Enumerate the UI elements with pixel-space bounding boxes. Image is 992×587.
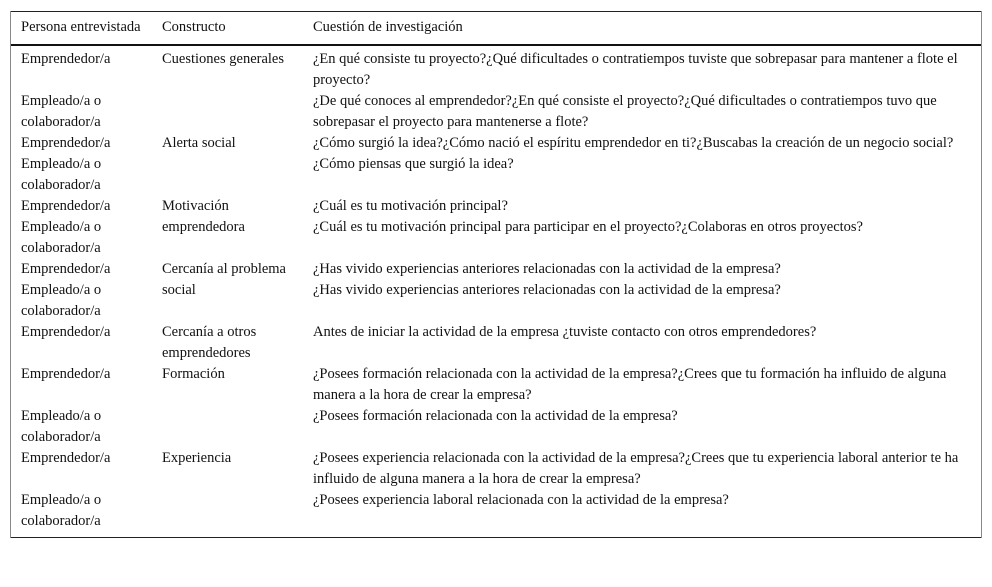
cell-cuestion: ¿Cuál es tu motivación principal? (313, 198, 508, 214)
cell-persona: Emprendedor/a (21, 135, 111, 151)
table-row (11, 448, 981, 490)
table-row (11, 133, 981, 154)
cell-persona: Empleado/a o colaborador/a (21, 282, 102, 319)
cell-cuestion: ¿Cuál es tu motivación principal para participar en el proyecto?¿Colaboras en otros proyectos? (313, 219, 863, 235)
table-row (11, 154, 981, 196)
table-row (11, 196, 981, 217)
cell-constructo: Cuestiones generales (162, 51, 285, 67)
research-questions-table (11, 11, 981, 538)
cell-cuestion: ¿Cómo surgió la idea?¿Cómo nació el espíritu emprendedor en ti?¿Buscabas la creación de un negocio social? (313, 135, 954, 151)
cell-persona: Empleado/a o colaborador/a (21, 492, 102, 529)
table-row (11, 322, 981, 364)
research-table-container (10, 11, 982, 538)
table-row (11, 490, 981, 538)
cell-persona: Empleado/a o colaborador/a (21, 93, 102, 130)
cell-constructo: Cercanía al problema social (162, 261, 286, 298)
cell-persona: Emprendedor/a (21, 198, 111, 214)
cell-persona: Empleado/a o colaborador/a (21, 219, 102, 256)
cell-cuestion: ¿De qué conoces al emprendedor?¿En qué consiste el proyecto?¿Qué dificultades o contratiempos tuvo que sobrepasar el proyecto para mantenerse a flote? (313, 93, 937, 130)
cell-persona: Emprendedor/a (21, 51, 111, 67)
cell-cuestion: ¿Posees experiencia relacionada con la actividad de la empresa?¿Crees que tu experiencia laboral anterior te ha influido de alguna manera a la hora de crear la empresa? (313, 450, 959, 487)
cell-persona: Emprendedor/a (21, 366, 111, 382)
header-constructo: Constructo (162, 19, 226, 35)
cell-persona: Emprendedor/a (21, 324, 111, 340)
cell-cuestion: ¿Posees experiencia laboral relacionada con la actividad de la empresa? (313, 492, 729, 508)
cell-cuestion: ¿Posees formación relacionada con la actividad de la empresa? (313, 408, 678, 424)
cell-persona: Emprendedor/a (21, 450, 111, 466)
table-row (11, 280, 981, 322)
cell-cuestion: ¿Cómo piensas que surgió la idea? (313, 156, 514, 172)
table-row (11, 45, 981, 91)
cell-cuestion: ¿Posees formación relacionada con la actividad de la empresa?¿Crees que tu formación ha influido de alguna manera a la hora de crear la empresa? (313, 366, 947, 403)
table-header-row (11, 12, 981, 46)
cell-constructo: Alerta social (162, 135, 236, 151)
cell-constructo: Formación (162, 366, 225, 382)
cell-cuestion: ¿En qué consiste tu proyecto?¿Qué dificultades o contratiempos tuviste que sobrepasar para mantener a flote el proyecto? (313, 51, 958, 88)
cell-constructo: Cercanía a otros emprendedores (162, 324, 257, 361)
table-row (11, 364, 981, 406)
cell-constructo: Experiencia (162, 450, 232, 466)
cell-persona: Empleado/a o colaborador/a (21, 156, 102, 193)
table-row (11, 259, 981, 280)
cell-constructo: Motivación emprendedora (162, 198, 245, 235)
header-cuestion: Cuestión de investigación (313, 19, 463, 35)
cell-persona: Emprendedor/a (21, 261, 111, 277)
table-row (11, 406, 981, 448)
table-row (11, 217, 981, 259)
header-persona: Persona entrevistada (21, 19, 141, 35)
cell-persona: Empleado/a o colaborador/a (21, 408, 102, 445)
table-row (11, 91, 981, 133)
cell-cuestion: ¿Has vivido experiencias anteriores relacionadas con la actividad de la empresa? (313, 282, 781, 298)
cell-cuestion: ¿Has vivido experiencias anteriores relacionadas con la actividad de la empresa? (313, 261, 781, 277)
cell-cuestion: Antes de iniciar la actividad de la empresa ¿tuviste contacto con otros emprendedores? (313, 324, 817, 340)
